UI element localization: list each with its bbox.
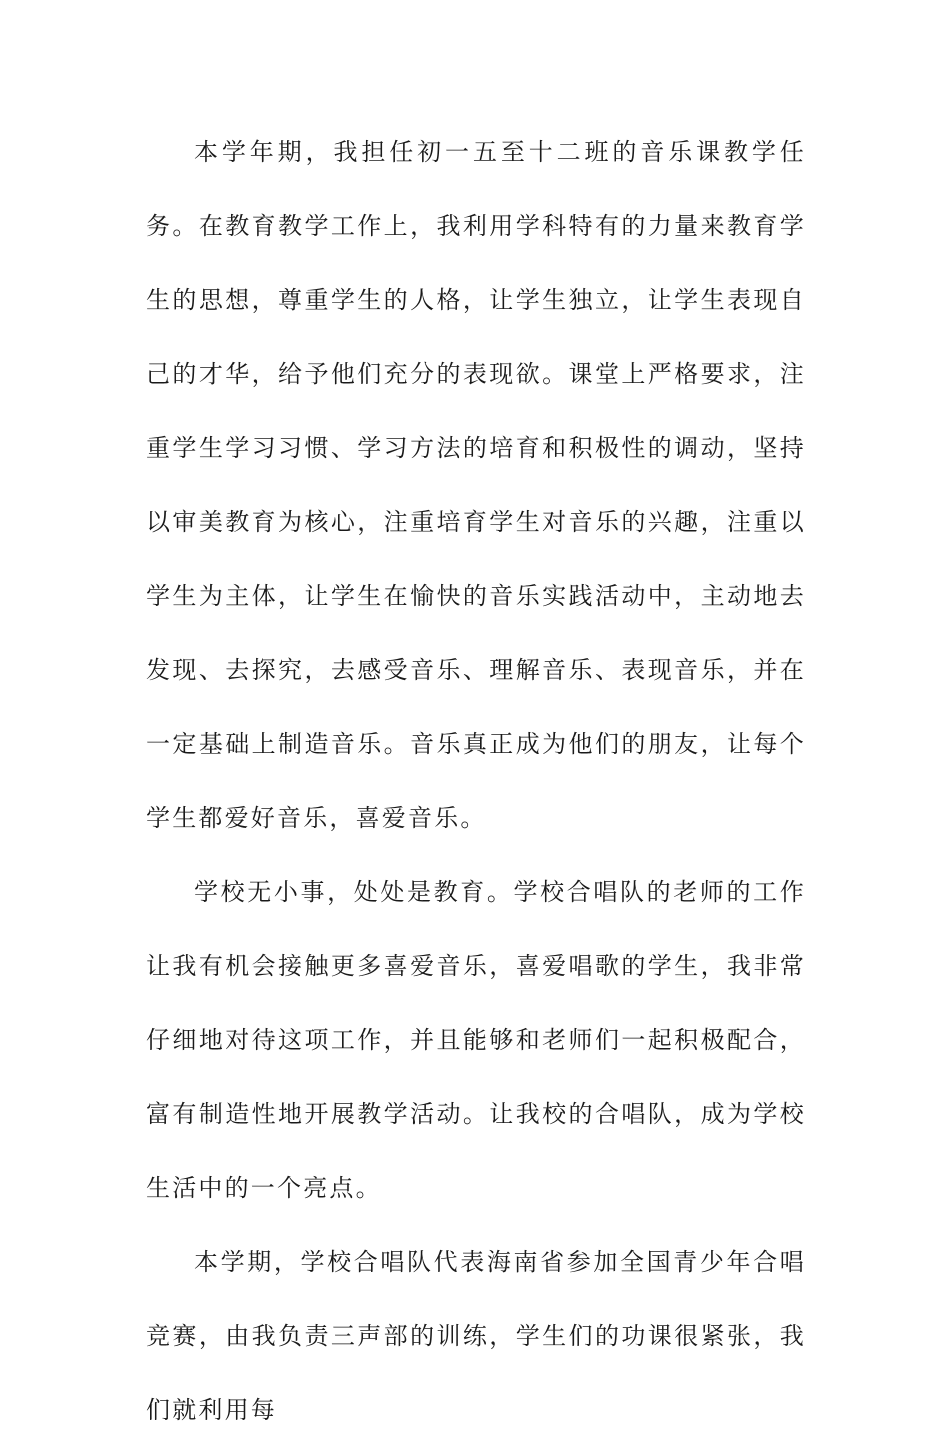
- paragraph-choir-work: 学校无小事，处处是教育。学校合唱队的老师的工作让我有机会接触更多喜爱音乐，喜爱唱歌的学生，我非常仔细地对待这项工作，并且能够和老师们一起积极配合，富有制造性地开展教学活动。让我校的合唱队，成为学校生活中的一个亮点。: [146, 878, 806, 1202]
- document-body: [146, 115, 806, 1447]
- paragraph-music-teaching: 本学年期，我担任初一五至十二班的音乐课教学任务。在教育教学工作上，我利用学科特有的力量来教育学生的思想，尊重学生的人格，让学生独立，让学生表现自己的才华，给予他们充分的表现欲。课堂上严格要求，注重学生学习习惯、学习方法的培育和积极性的调动，坚持以审美教育为核心，注重培育学生对音乐的兴趣，注重以学生为主体，让学生在愉快的音乐实践活动中，主动地去发现、去探究，去感受音乐、理解音乐、表现音乐，并在一定基础上制造音乐。音乐真正成为他们的朋友，让每个学生都爱好音乐，喜爱音乐。: [146, 138, 806, 832]
- paragraph-choir-competition: 本学期，学校合唱队代表海南省参加全国青少年合唱竞赛，由我负责三声部的训练，学生们的功课很紧张，我们就利用每: [146, 1248, 806, 1424]
